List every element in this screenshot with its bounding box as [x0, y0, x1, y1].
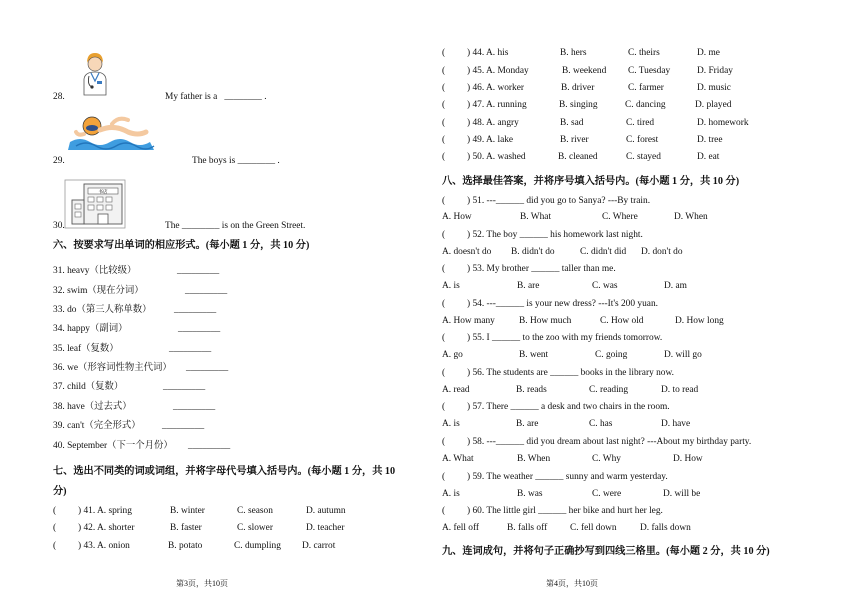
- question-36-blank[interactable]: _________: [186, 363, 229, 373]
- question-52-a: A. doesn't do: [442, 247, 492, 257]
- section-7-title-cont: 分): [53, 486, 67, 497]
- question-52-b: B. didn't do: [511, 247, 555, 257]
- question-60-text: ) 60. The little girl ______ her bike and hurt her leg.: [467, 506, 663, 516]
- question-34-blank[interactable]: _________: [178, 324, 221, 334]
- question-59-a: A. is: [442, 489, 460, 499]
- question-29-blank[interactable]: ________: [237, 156, 276, 166]
- question-48-a: ) 48. A. angry: [467, 118, 519, 128]
- question-43-b: B. potato: [168, 541, 203, 551]
- question-31: 31. heavy（比较级）: [53, 266, 137, 276]
- question-41-d: D. autumn: [306, 506, 346, 516]
- question-39-blank[interactable]: _________: [162, 421, 205, 431]
- question-57-b: B. are: [516, 419, 539, 429]
- question-35: 35. leaf（复数）: [53, 344, 119, 354]
- question-35-blank[interactable]: _________: [169, 344, 212, 354]
- question-52-c: C. didn't did: [580, 247, 627, 257]
- question-49-d: D. tree: [697, 135, 723, 145]
- question-58-text: ) 58. ---______ did you dream about last night? ---About my birthday party.: [467, 437, 752, 447]
- question-42-c: C. slower: [237, 523, 273, 533]
- question-28-prompt: My father is a: [165, 92, 218, 102]
- question-44-d: D. me: [697, 48, 720, 58]
- question-54-text: ) 54. ---______ is your new dress? ---It's 200 yuan.: [467, 299, 658, 309]
- question-47-b: B. singing: [559, 100, 598, 110]
- left-page-footer: 第3页，共10页: [176, 579, 228, 588]
- question-41-c: C. season: [237, 506, 273, 516]
- question-40-blank[interactable]: _________: [188, 441, 231, 451]
- question-33: 33. do（第三人称单数）: [53, 305, 152, 315]
- question-45-b: B. weekend: [562, 66, 607, 76]
- question-37-blank[interactable]: _________: [163, 382, 206, 392]
- question-55-text: ) 55. I ______ to the zoo with my friends tomorrow.: [467, 333, 663, 343]
- question-34: 34. happy（副词）: [53, 324, 128, 334]
- question-51-text: ) 51. ---______ did you go to Sanya? ---By train.: [467, 196, 651, 206]
- question-44-a: ) 44. A. his: [467, 48, 509, 58]
- question-29-end: .: [277, 156, 280, 166]
- question-58-d: D. How: [673, 454, 703, 464]
- question-54-c: C. How old: [600, 316, 644, 326]
- question-46-d: D. music: [697, 83, 731, 93]
- question-57-paren[interactable]: (: [442, 402, 446, 412]
- question-57-d: D. have: [661, 419, 691, 429]
- question-32: 32. swim（现在分词）: [53, 286, 144, 296]
- question-49-a: ) 49. A. lake: [467, 135, 514, 145]
- question-42-a: ) 42. A. shorter: [78, 523, 135, 533]
- question-56-text: ) 56. The students are ______ books in the library now.: [467, 368, 674, 378]
- question-49-paren[interactable]: (: [442, 135, 446, 145]
- question-56-paren[interactable]: (: [442, 368, 446, 378]
- question-52-d: D. don't do: [641, 247, 683, 257]
- question-49-c: C. forest: [626, 135, 659, 145]
- question-29-text: [192, 155, 280, 167]
- question-28-blank[interactable]: ________: [224, 92, 262, 102]
- question-36: 36. we（形容词性物主代词）: [53, 363, 172, 373]
- question-55-d: D. will go: [664, 350, 702, 360]
- question-60-d: D. falls down: [640, 523, 691, 533]
- question-31-blank[interactable]: _________: [177, 266, 220, 276]
- question-56-b: B. reads: [516, 385, 547, 395]
- question-45-paren[interactable]: (: [442, 66, 446, 76]
- question-55-b: B. went: [519, 350, 549, 360]
- question-47-d: D. played: [695, 100, 732, 110]
- bookstore-building-icon: [64, 178, 126, 230]
- question-47-a: ) 47. A. running: [467, 100, 527, 110]
- question-42-paren[interactable]: (: [53, 523, 57, 533]
- question-47-paren[interactable]: (: [442, 100, 446, 110]
- question-55-c: C. going: [595, 350, 628, 360]
- question-43-d: D. carrot: [302, 541, 336, 551]
- question-50-b: B. cleaned: [558, 152, 598, 162]
- question-30-prompt-before: The: [165, 221, 180, 231]
- question-41-a: ) 41. A. spring: [78, 506, 132, 516]
- question-59-paren[interactable]: (: [442, 472, 446, 482]
- question-59-c: C. were: [592, 489, 622, 499]
- question-30-blank[interactable]: ________: [181, 221, 220, 231]
- question-57-c: C. has: [589, 419, 613, 429]
- section-7-title: 七、选出不同类的词或词组，并将字母代号填入括号内。(每小题 1 分，共 10: [53, 466, 396, 477]
- question-40: 40. September（下一个月份）: [53, 441, 173, 451]
- bookstore-sign: 书店: [98, 190, 108, 195]
- question-56-a: A. read: [442, 385, 470, 395]
- question-38: 38. have（过去式）: [53, 402, 132, 412]
- question-48-paren[interactable]: (: [442, 118, 446, 128]
- question-60-paren[interactable]: (: [442, 506, 446, 516]
- question-55-paren[interactable]: (: [442, 333, 446, 343]
- question-53-c: C. was: [592, 281, 618, 291]
- question-52-text: ) 52. The boy ______ his homework last night.: [467, 230, 643, 240]
- question-46-b: B. driver: [561, 83, 595, 93]
- section-8-title: 八、选择最佳答案，并将序号填入括号内。(每小题 1 分，共 10 分): [442, 176, 740, 187]
- question-44-b: B. hers: [560, 48, 587, 58]
- question-45-c: C. Tuesday: [628, 66, 671, 76]
- question-51-paren[interactable]: (: [442, 196, 446, 206]
- question-42-b: B. faster: [170, 523, 202, 533]
- question-51-a: A. How: [442, 212, 472, 222]
- question-50-d: D. eat: [697, 152, 720, 162]
- question-37: 37. child（复数）: [53, 382, 124, 392]
- question-43-c: C. dumpling: [234, 541, 281, 551]
- question-60-b: B. falls off: [507, 523, 548, 533]
- question-28-number: 28.: [53, 92, 65, 102]
- question-57-a: A. is: [442, 419, 460, 429]
- question-59-b: B. was: [517, 489, 543, 499]
- question-53-a: A. is: [442, 281, 460, 291]
- question-59-d: D. will be: [663, 489, 701, 499]
- question-56-d: D. to read: [661, 385, 699, 395]
- question-41-paren[interactable]: (: [53, 506, 57, 516]
- question-50-a: ) 50. A. washed: [467, 152, 526, 162]
- question-58-c: C. Why: [592, 454, 621, 464]
- section-6-title: 六、按要求写出单词的相应形式。(每小题 1 分，共 10 分): [53, 240, 310, 251]
- question-53-b: B. are: [517, 281, 540, 291]
- question-59-text: ) 59. The weather ______ sunny and warm yesterday.: [467, 472, 668, 482]
- question-50-paren[interactable]: (: [442, 152, 446, 162]
- question-43-a: ) 43. A. onion: [78, 541, 130, 551]
- question-42-d: D. teacher: [306, 523, 345, 533]
- question-43-paren[interactable]: (: [53, 541, 57, 551]
- question-44-paren[interactable]: (: [442, 48, 446, 58]
- question-54-paren[interactable]: (: [442, 299, 446, 309]
- question-50-c: C. stayed: [626, 152, 661, 162]
- question-54-a: A. How many: [442, 316, 495, 326]
- question-57-text: ) 57. There ______ a desk and two chairs in the room.: [467, 402, 670, 412]
- question-53-text: ) 53. My brother ______ taller than me.: [467, 264, 616, 274]
- question-51-d: D. When: [674, 212, 708, 222]
- question-38-blank[interactable]: _________: [173, 402, 216, 412]
- question-45-a: ) 45. A. Monday: [467, 66, 529, 76]
- question-53-d: D. am: [664, 281, 687, 291]
- question-46-a: ) 46. A. worker: [467, 83, 525, 93]
- question-58-b: B. When: [517, 454, 551, 464]
- question-29-prompt: The boys is: [192, 156, 236, 166]
- question-49-b: B. river: [560, 135, 589, 145]
- question-30-text: [165, 220, 305, 232]
- question-53-paren[interactable]: (: [442, 264, 446, 274]
- question-46-paren[interactable]: (: [442, 83, 446, 93]
- question-32-blank[interactable]: _________: [185, 286, 228, 296]
- question-51-c: C. Where: [602, 212, 638, 222]
- question-39: 39. can't（完全形式）: [53, 421, 141, 431]
- question-51-b: B. What: [520, 212, 552, 222]
- question-41-b: B. winter: [170, 506, 205, 516]
- question-54-b: B. How much: [519, 316, 572, 326]
- question-52-paren[interactable]: (: [442, 230, 446, 240]
- question-48-b: B. sad: [560, 118, 584, 128]
- question-45-d: D. Friday: [697, 66, 733, 76]
- question-48-c: C. tired: [626, 118, 655, 128]
- question-55-a: A. go: [442, 350, 463, 360]
- doctor-icon: [75, 49, 115, 97]
- right-page-footer: 第4页，共10页: [546, 579, 598, 588]
- question-58-paren[interactable]: (: [442, 437, 446, 447]
- question-48-d: D. homework: [697, 118, 749, 128]
- question-30-prompt-after: is on the Green Street.: [221, 221, 306, 231]
- question-28-text: [165, 91, 267, 103]
- question-46-c: C. farmer: [628, 83, 664, 93]
- question-44-c: C. theirs: [628, 48, 660, 58]
- question-56-c: C. reading: [589, 385, 629, 395]
- swimmer-icon: [66, 110, 158, 154]
- question-60-a: A. fell off: [442, 523, 480, 533]
- question-30-number: 30.: [53, 221, 65, 231]
- question-54-d: D. How long: [675, 316, 724, 326]
- question-33-blank[interactable]: _________: [174, 305, 217, 315]
- question-28-end: .: [264, 92, 267, 102]
- question-47-c: C. dancing: [625, 100, 666, 110]
- section-9-title: 九、连词成句，并将句子正确抄写到四线三格里。(每小题 2 分，共 10 分): [442, 546, 770, 557]
- question-29-number: 29.: [53, 156, 65, 166]
- question-58-a: A. What: [442, 454, 474, 464]
- question-60-c: C. fell down: [570, 523, 617, 533]
